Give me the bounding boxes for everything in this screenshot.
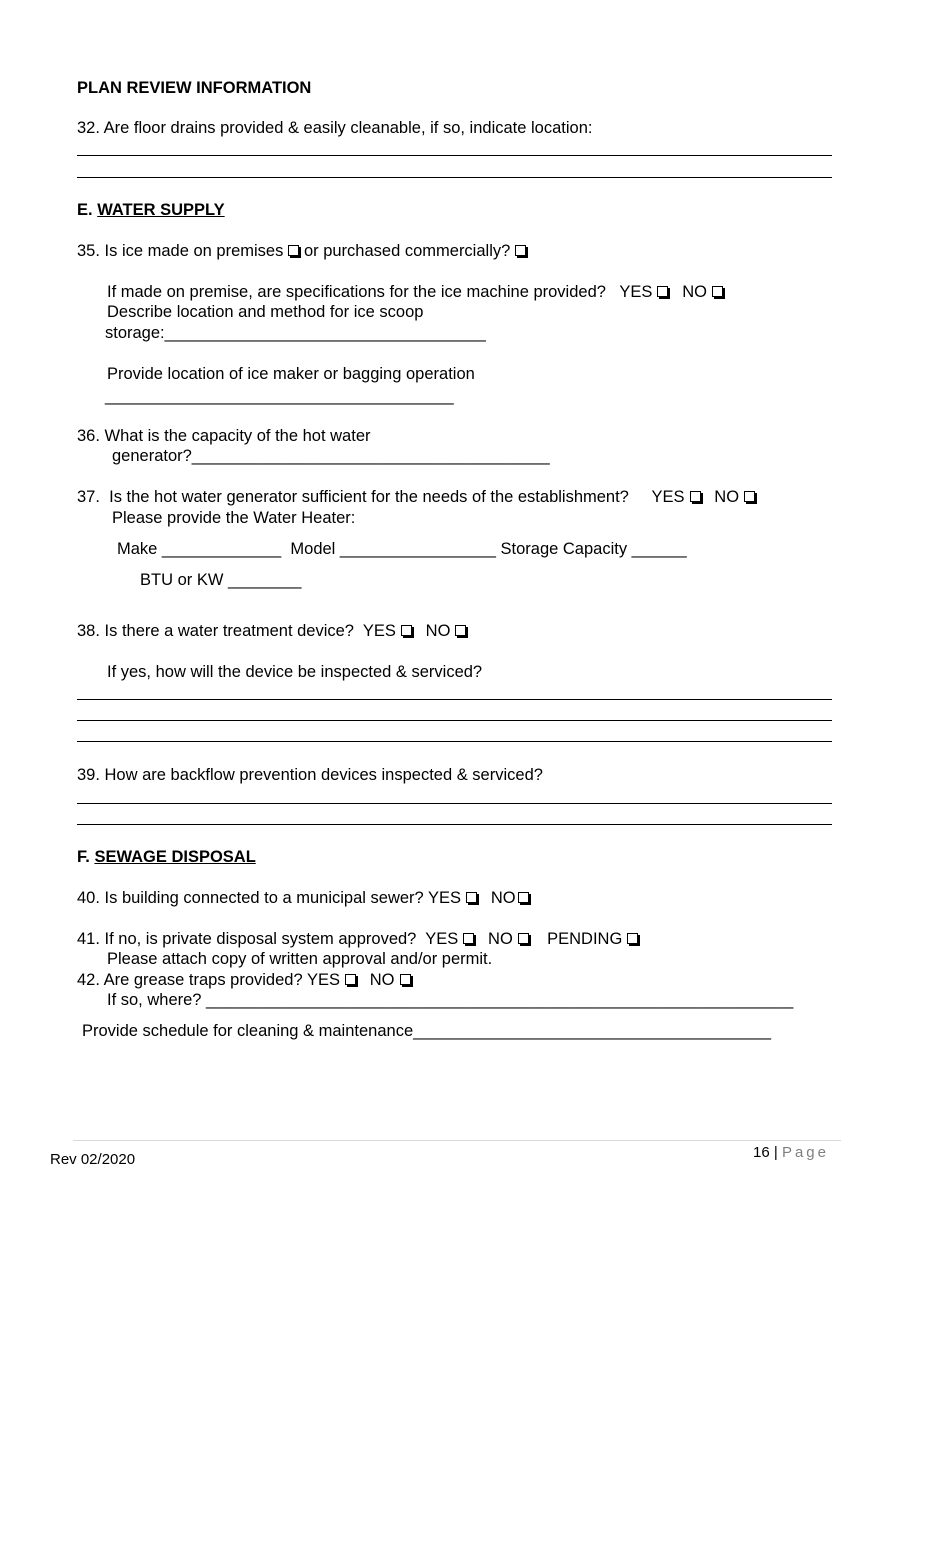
footer-page-number: 16 | Page: [753, 1144, 829, 1161]
question-35-storage[interactable]: storage:___________________________________: [105, 324, 486, 342]
question-38: 38. Is there a water treatment device? YES NO: [77, 621, 466, 641]
footer-divider: [73, 1140, 841, 1141]
checkbox-no[interactable]: [744, 491, 755, 502]
answer-line[interactable]: [77, 741, 832, 742]
checkbox-yes[interactable]: [657, 286, 668, 297]
checkbox-ice-premises[interactable]: [288, 245, 299, 256]
question-32: 32. Are floor drains provided & easily cleanable, if so, indicate location:: [77, 119, 593, 137]
checkbox-yes[interactable]: [401, 625, 412, 636]
answer-line[interactable]: [77, 720, 832, 721]
section-e-heading: E. WATER SUPPLY: [77, 201, 225, 219]
answer-line[interactable]: [77, 699, 832, 700]
checkbox-yes[interactable]: [345, 974, 356, 985]
section-header: PLAN REVIEW INFORMATION: [77, 79, 312, 97]
question-41: 41. If no, is private disposal system approved? YES NO PENDING: [77, 929, 638, 949]
checkbox-yes[interactable]: [463, 933, 474, 944]
question-36: 36. What is the capacity of the hot water: [77, 427, 371, 445]
question-39: 39. How are backflow prevention devices inspected & serviced?: [77, 766, 543, 784]
question-38-ifyes: If yes, how will the device be inspected & serviced?: [107, 663, 483, 681]
answer-line[interactable]: [77, 824, 832, 825]
water-heater-btu-row[interactable]: BTU or KW ________: [140, 571, 302, 589]
question-35: 35. Is ice made on premises or purchased commercially?: [77, 241, 526, 261]
checkbox-no[interactable]: [518, 933, 529, 944]
cleaning-schedule[interactable]: Provide schedule for cleaning & maintenance_______________________________________: [82, 1022, 772, 1040]
answer-line[interactable]: [77, 803, 832, 804]
footer-revision: Rev 02/2020: [50, 1151, 136, 1168]
question-35-provide-line[interactable]: ______________________________________: [105, 387, 454, 405]
water-heater-make-row[interactable]: Make _____________ Model _________________ Storage Capacity ______: [117, 540, 687, 558]
answer-line[interactable]: [77, 177, 832, 178]
question-37: 37. Is the hot water generator sufficient for the needs of the establishment? YES NO: [77, 487, 755, 507]
checkbox-no[interactable]: [400, 974, 411, 985]
checkbox-ice-purchased[interactable]: [515, 245, 526, 256]
checkbox-pending[interactable]: [627, 933, 638, 944]
question-35-describe: Describe location and method for ice scoop: [107, 303, 424, 321]
question-42-where[interactable]: If so, where? ________________________________________________________________: [107, 991, 794, 1009]
question-35-spec: If made on premise, are specifications for the ice machine provided? YES NO: [107, 282, 723, 302]
checkbox-no[interactable]: [712, 286, 723, 297]
checkbox-no[interactable]: [518, 892, 529, 903]
answer-line[interactable]: [77, 155, 832, 156]
checkbox-no[interactable]: [455, 625, 466, 636]
question-36-line[interactable]: generator?_______________________________________: [112, 447, 550, 465]
checkbox-yes[interactable]: [690, 491, 701, 502]
section-f-heading: F. SEWAGE DISPOSAL: [77, 848, 256, 866]
question-37-provide: Please provide the Water Heater:: [112, 509, 356, 527]
checkbox-yes[interactable]: [466, 892, 477, 903]
question-40: 40. Is building connected to a municipal sewer? YES NO: [77, 888, 529, 908]
question-35-provide: Provide location of ice maker or bagging operation: [107, 365, 475, 383]
question-42: 42. Are grease traps provided? YES NO: [77, 970, 411, 990]
question-41-attach: Please attach copy of written approval and/or permit.: [107, 950, 493, 968]
